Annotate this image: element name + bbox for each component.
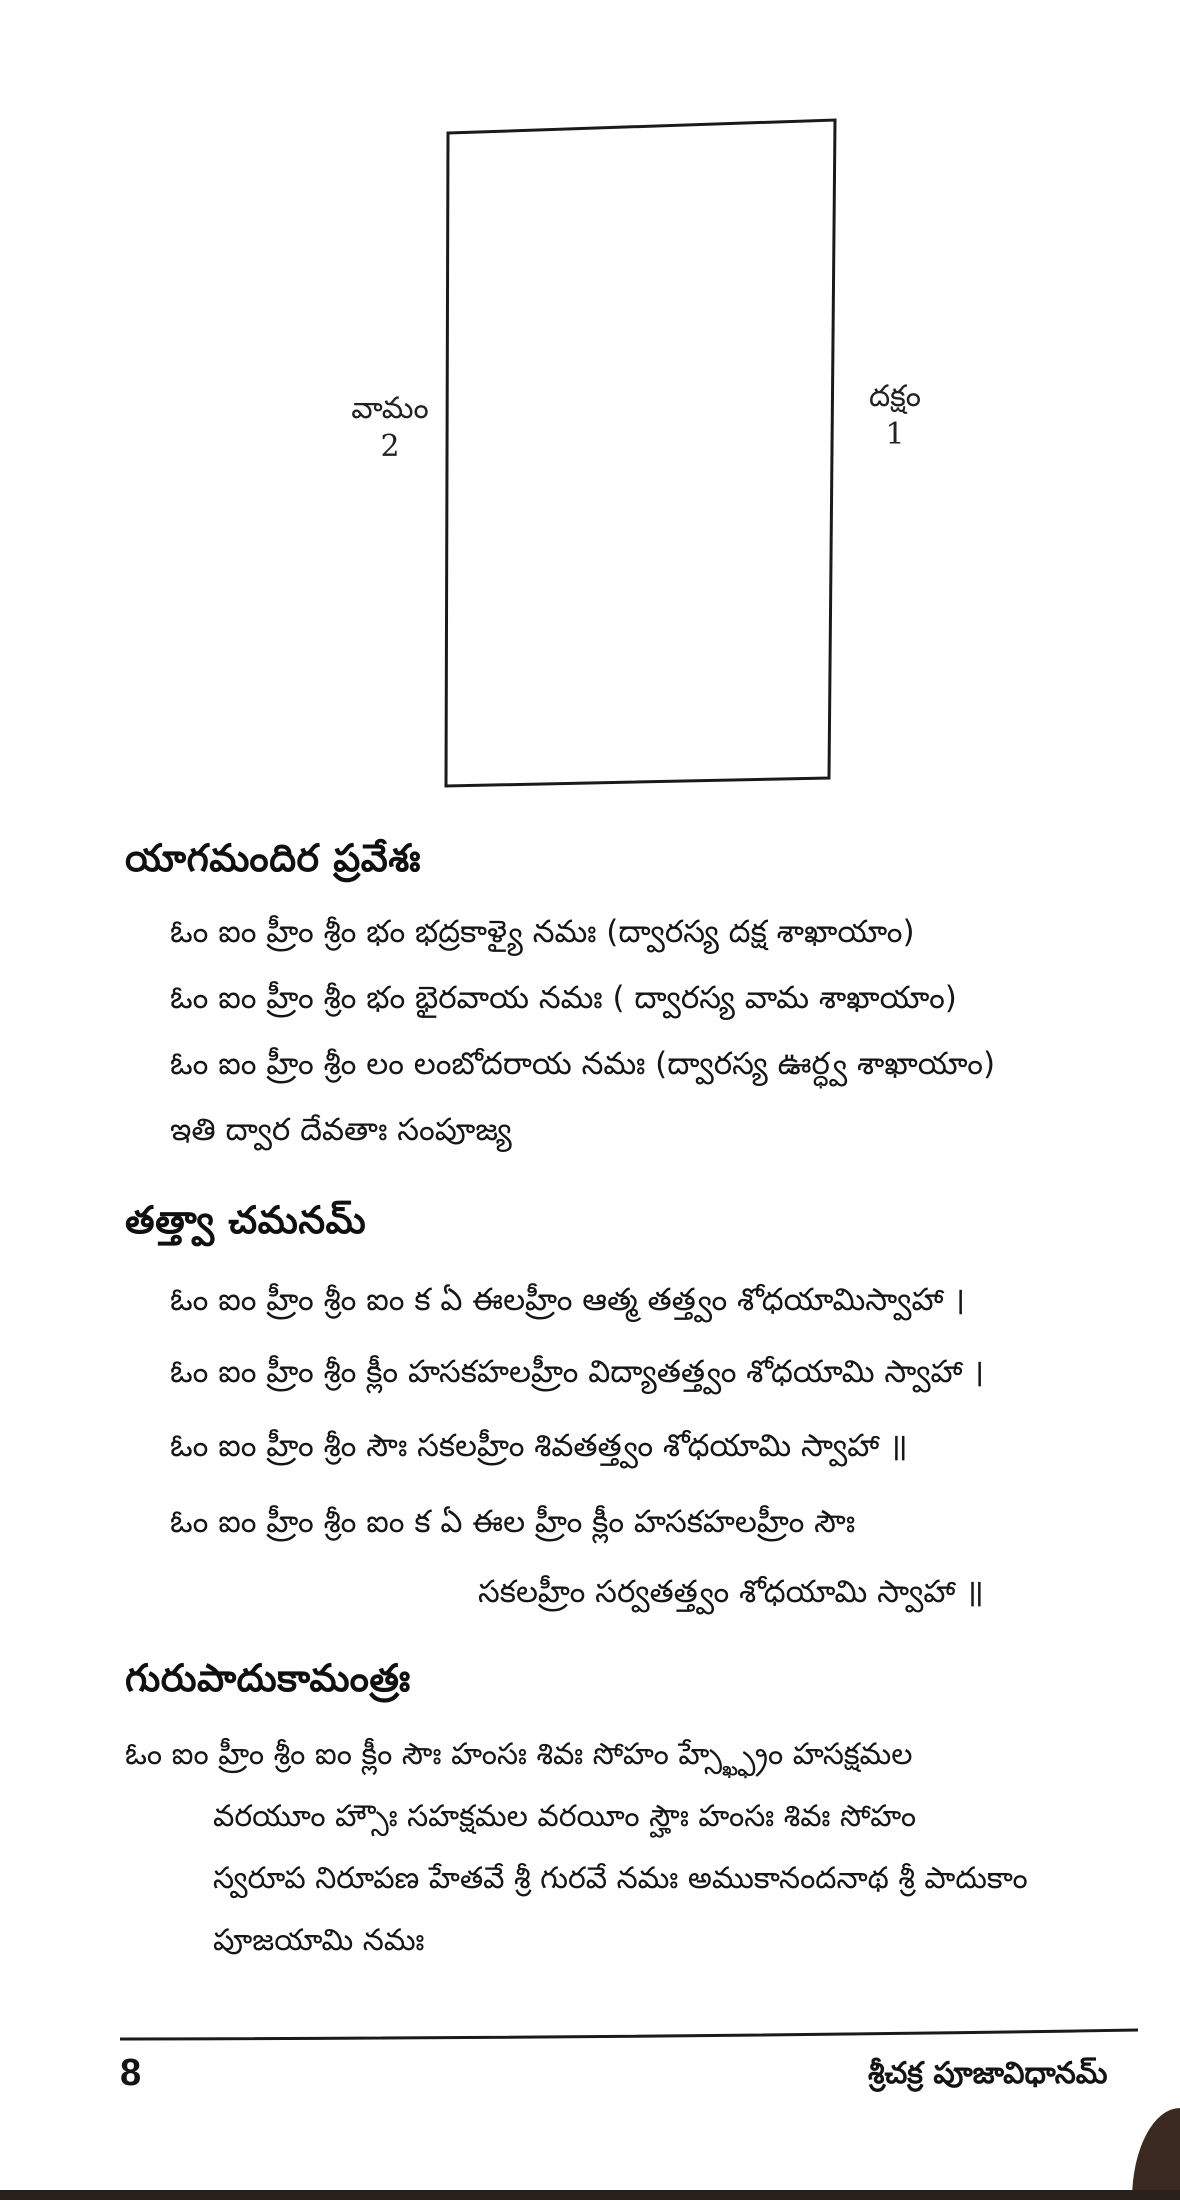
left-label-number: 2: [380, 429, 400, 464]
mantra-line-continuation: సకలహ్రీం సర్వతత్త్వం శోధయామి స్వాహా ॥: [478, 1574, 984, 1610]
left-side-label: [330, 390, 450, 466]
mantra-line: ఓం ఐం హ్రీం శ్రీం ఐం క ఏ ఈల హ్రీం క్లీం హసకహలహ్రీం సౌః: [170, 1504, 856, 1540]
mantra-line: ఓం ఐం హ్రీం శ్రీం భం భైరవాయ నమః ( ద్వారస్య వామ శాఖాయాం): [170, 980, 957, 1016]
page-corner-shadow: [1132, 2108, 1180, 2200]
right-label-text: దక్షం: [868, 379, 922, 414]
section-heading-yagamandira: యాగమందిర ప్రవేశః: [125, 836, 421, 880]
mantra-line: ఓం ఐం హ్రీం శ్రీం భం భద్రకాళ్యై నమః (ద్వారస్య దక్ష శాఖాయాం): [170, 914, 915, 950]
left-label-text: వామం: [351, 391, 429, 426]
mantra-line: ఓం ఐం హ్రీం శ్రీం సౌః సకలహ్రీం శివతత్త్వం శోధయామి స్వాహా ॥: [170, 1428, 908, 1464]
mantra-line: ఓం ఐం హ్రీం శ్రీం ఐం క ఏ ఈలహ్రీం ఆత్మ తత్త్వం శోధయామిస్వాహా ।: [170, 1282, 966, 1318]
right-side-label: [840, 378, 950, 454]
mantra-line: ఓం ఐం హ్రీం శ్రీం లం లంబోదరాయ నమః (ద్వారస్య ఊర్ధ్వ శాఖాయాం): [170, 1046, 996, 1082]
footer-rule: [0, 2020, 1180, 2050]
mantra-line-continuation: వరయూం హ్సౌః సహక్షమల వరయీం స్హౌః హంసః శివః సోహం: [213, 1799, 917, 1834]
mantra-line-continuation: స్వరూప నిరూపణ హేతవే శ్రీ గురవే నమః అముకానందనాథ శ్రీ పాదుకాం: [213, 1861, 1028, 1896]
section-heading-tattvachamanam: తత్త్వా చమనమ్: [125, 1198, 367, 1242]
page-number: 8: [120, 2052, 142, 2094]
section-heading-gurupaduka: గురుపాదుకామంత్రః: [125, 1656, 411, 1700]
mantra-line-continuation: పూజయామి నమః: [213, 1923, 425, 1958]
mantra-line: ఓం ఐం హ్రీం శ్రీం క్లీం హసకహలహ్రీం విద్యాతత్త్వం శోధయామి స్వాహా ।: [170, 1354, 985, 1390]
book-title: శ్రీచక్ర పూజావిధానమ్: [868, 2056, 1108, 2091]
page-bottom-edge: [0, 2190, 1180, 2200]
right-label-number: 1: [885, 417, 905, 452]
mantra-line: ఓం ఐం హ్రీం శ్రీం ఐం క్లీం సౌః హంసః శివః సోహం హ్స్ఖ్ఫ్రేం హసక్షమల: [125, 1737, 913, 1772]
mantra-line: ఇతి ద్వార దేవతాః సంపూజ్య: [170, 1112, 512, 1148]
door-frame-rectangle: [446, 120, 835, 786]
door-diagram: [0, 0, 1180, 820]
